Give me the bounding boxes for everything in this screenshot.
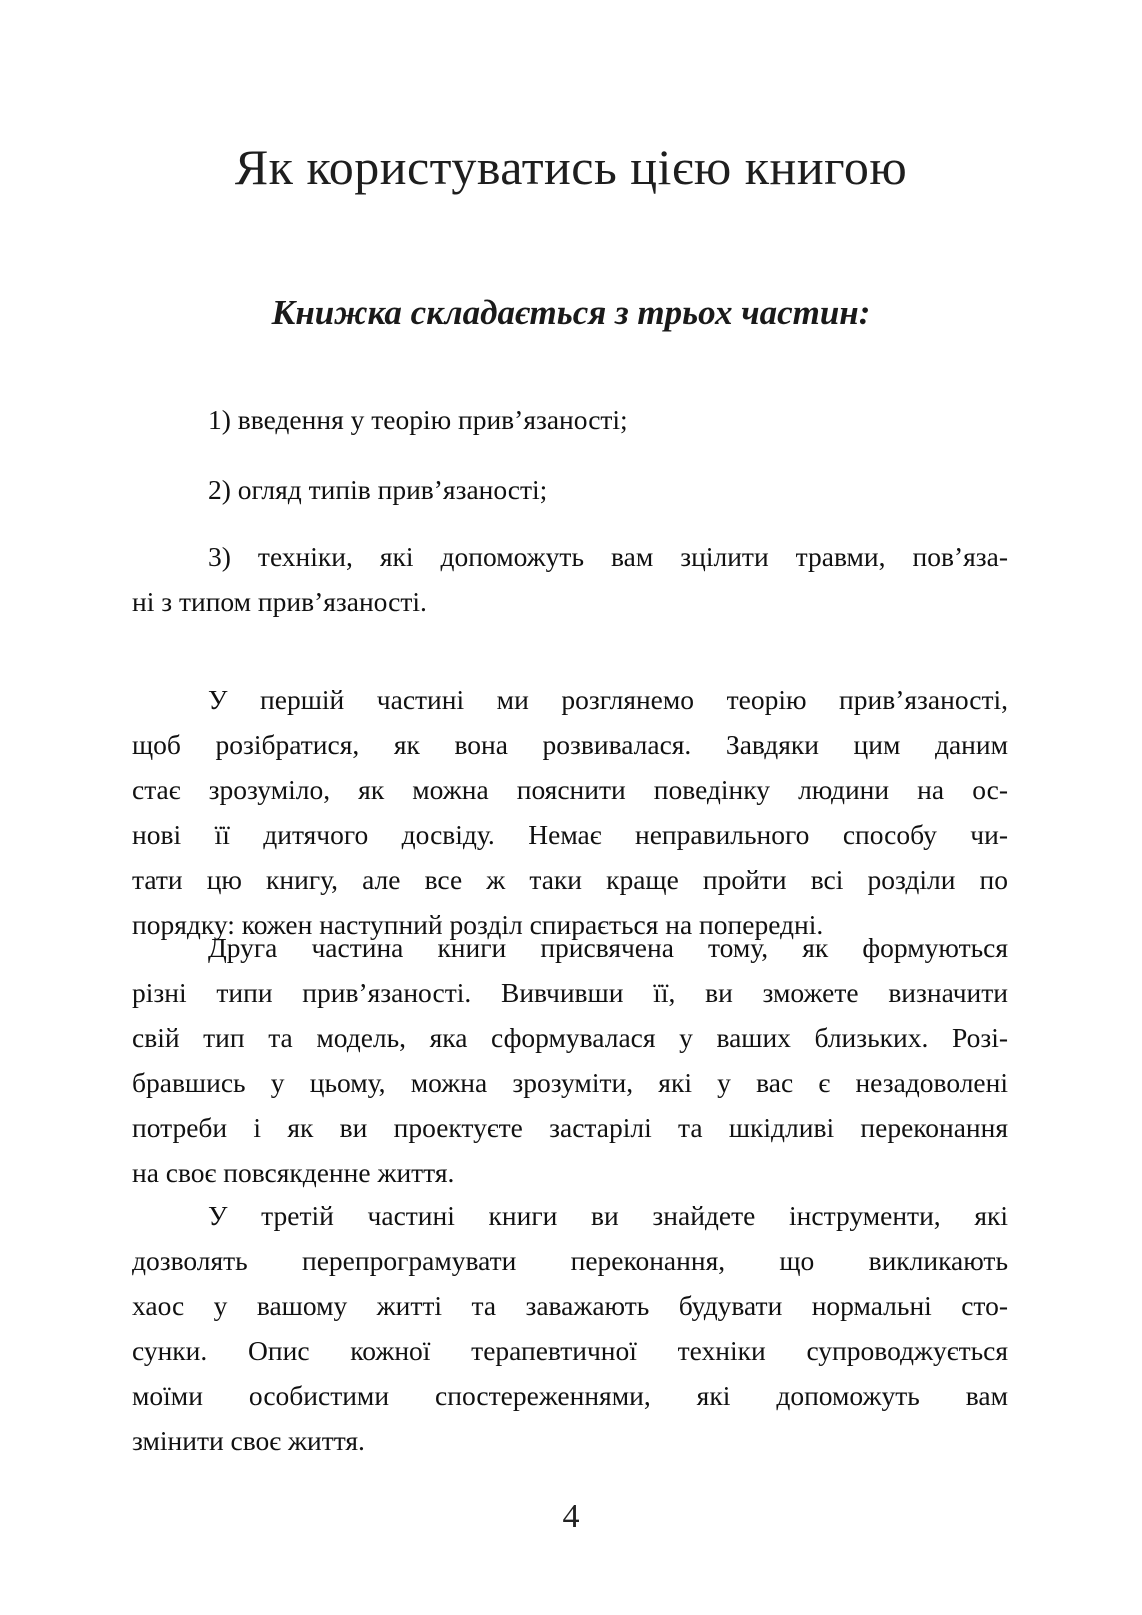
paragraph-line: У першій частині ми розглянемо теорію прив’язаності, [208, 684, 1008, 715]
paragraph-line: хаос у вашому житті та заважають будувати нормальні сто- [132, 1290, 1008, 1321]
paragraph-3 [132, 1193, 1008, 1463]
paragraph-line: сунки. Опис кожної терапевтичної техніки супроводжується [132, 1335, 1008, 1366]
paragraph-line: дозволять перепрограмувати переконання, що викликають [132, 1245, 1008, 1276]
list-item-text: 1) введення у теорію прив’язаності; [208, 404, 628, 435]
list-item-3 [132, 534, 1008, 624]
paragraph-line: тати цю книгу, але все ж таки краще пройти всі розділи по [132, 864, 1008, 895]
list-item-2 [132, 467, 1008, 512]
paragraph-line: стає зрозуміло, як можна пояснити поведінку людини на ос- [132, 774, 1008, 805]
paragraph-line: порядку: кожен наступний розділ спирається на попередні. [132, 909, 824, 940]
paragraph-line: бравшись у цьому, можна зрозуміти, які у вас є незадоволені [132, 1067, 1008, 1098]
page-number: 4 [562, 1498, 580, 1535]
paragraph-line: змінити своє життя. [132, 1425, 365, 1456]
section-subtitle: Книжка складається з трьох частин: [271, 293, 871, 332]
paragraph-2 [132, 925, 1008, 1195]
paragraph-line: щоб розібратися, як вона розвивалася. Завдяки цим даним [132, 729, 1008, 760]
paragraph-line: потреби і як ви проектуєте застарілі та шкідливі переконання [132, 1112, 1008, 1143]
page-title: Як користуватись цією книгою [234, 139, 908, 195]
paragraph-line: нові її дитячого досвіду. Немає неправильного способу чи- [132, 819, 1008, 850]
paragraph-1 [132, 677, 1008, 947]
list-item-text: 2) огляд типів прив’язаності; [208, 474, 548, 505]
paragraph-line: моїми особистими спостереженнями, які допоможуть вам [132, 1380, 1008, 1411]
paragraph-line: різні типи прив’язаності. Вивчивши її, ви зможете визначити [132, 977, 1008, 1008]
paragraph-line: У третій частині книги ви знайдете інструменти, які [208, 1200, 1008, 1231]
list-item-text: ні з типом прив’язаності. [132, 586, 427, 617]
list-item-1 [132, 397, 1008, 442]
paragraph-line: на своє повсякденне життя. [132, 1157, 455, 1188]
list-item-text: 3) техніки, які допоможуть вам зцілити травми, пов’яза- [208, 541, 1008, 572]
paragraph-line: Друга частина книги присвячена тому, як формуються [208, 932, 1008, 963]
paragraph-line: свій тип та модель, яка сформувалася у ваших близьких. Розі- [132, 1022, 1008, 1053]
